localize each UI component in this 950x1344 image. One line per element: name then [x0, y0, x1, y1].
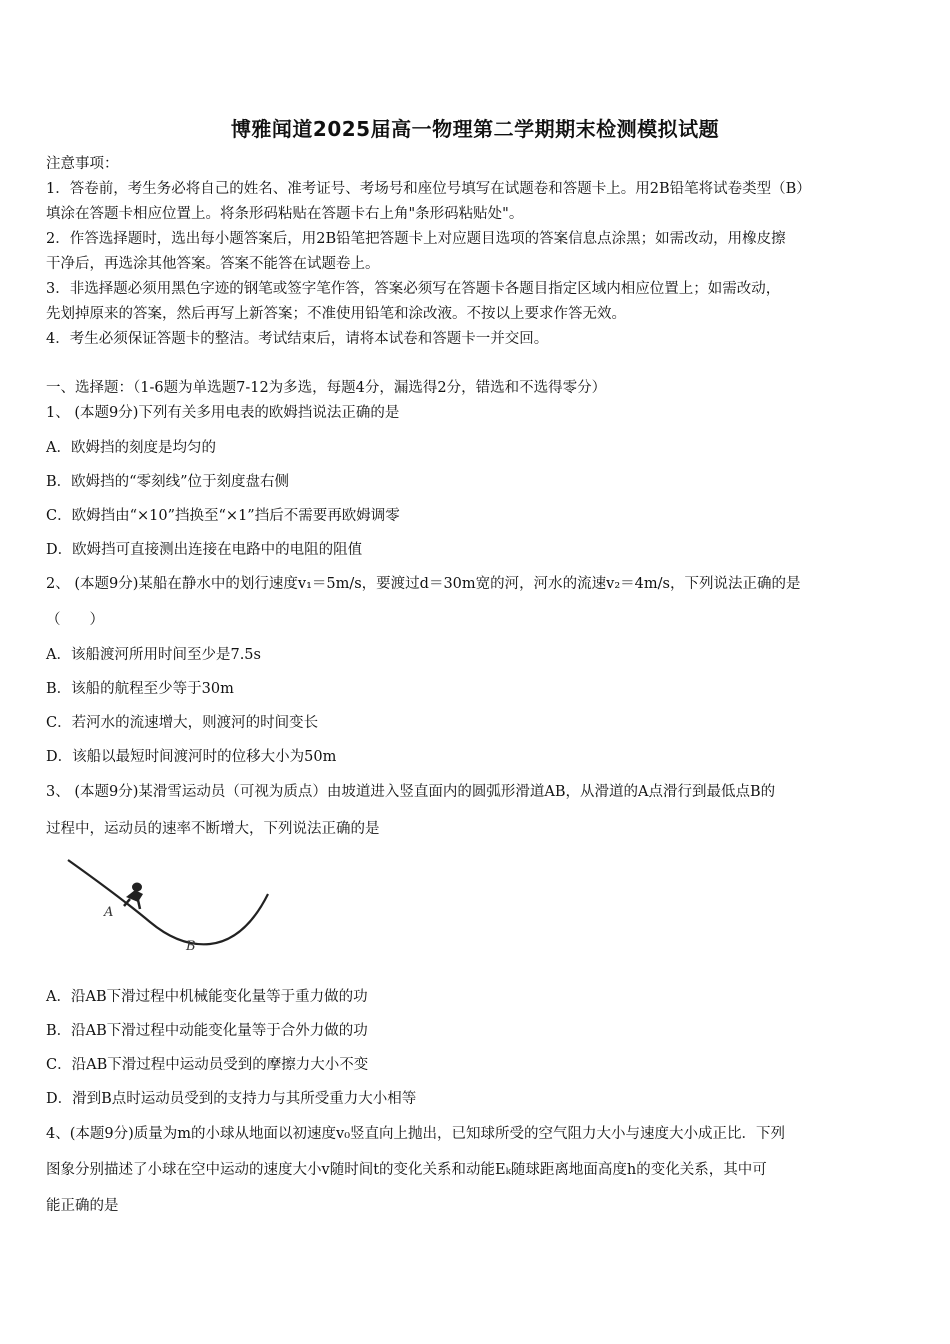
question-stem-cont: 图象分别描述了小球在空中运动的速度大小v随时间t的变化关系和动能Eₖ随球距离地面高度h的变化关系，其中可: [46, 1162, 767, 1178]
question-stem: 3、 (本题9分)某滑雪运动员（可视为质点）由坡道进入竖直面内的圆弧形滑道AB，从滑道的A点滑行到最低点B的: [46, 784, 776, 800]
option-a: A．沿AB下滑过程中机械能变化量等于重力做的功: [46, 989, 368, 1005]
page-title: 博雅闻道2025届高一物理第二学期期末检测模拟试题: [230, 117, 720, 141]
option-b: B．欧姆挡的“零刻线”位于刻度盘右侧: [46, 474, 289, 490]
option-d: D．欧姆挡可直接测出连接在电路中的电阻的阻值: [46, 542, 363, 558]
ski-track-figure: [60, 852, 280, 962]
option-a: A．欧姆挡的刻度是均匀的: [46, 440, 216, 456]
option-b: B．沿AB下滑过程中动能变化量等于合外力做的功: [46, 1023, 368, 1039]
option-c: C．欧姆挡由“×10”挡换至“×1”挡后不需要再欧姆调零: [46, 508, 400, 524]
section-heading: 一、选择题：（1-6题为单选题7-12为多选，每题4分，漏选得2分，错选和不选得零分）: [46, 380, 607, 396]
question-stem-cont: 过程中，运动员的速率不断增大，下列说法正确的是: [46, 821, 380, 837]
option-c: C．沿AB下滑过程中运动员受到的摩擦力大小不变: [46, 1057, 369, 1073]
notice-line: 2．作答选择题时，选出每小题答案后，用2B铅笔把答题卡上对应题目选项的答案信息点涂黑；如需改动，用橡皮擦: [46, 231, 786, 247]
notice-line: 4．考生必须保证答题卡的整洁。考试结束后，请将本试卷和答题卡一并交回。: [46, 331, 549, 347]
question-stem-cont: 能正确的是: [46, 1198, 119, 1214]
notice-heading: 注意事项：: [46, 156, 119, 172]
notice-line: 3．非选择题必须用黑色字迹的钢笔或签字笔作答，答案必须写在答题卡各题目指定区域内相应位置上；如需改动，: [46, 281, 781, 297]
option-c: C．若河水的流速增大，则渡河的时间变长: [46, 715, 319, 731]
label-b: B: [186, 939, 196, 954]
notice-line: 1．答卷前，考生务必将自己的姓名、准考证号、考场号和座位号填写在试题卷和答题卡上。用2B铅笔将试卷类型（B）: [46, 181, 811, 197]
notice-line: 填涂在答题卡相应位置上。将条形码粘贴在答题卡右上角"条形码粘贴处"。: [46, 206, 524, 222]
arc-track: [68, 860, 268, 944]
question-stem: 2、 (本题9分)某船在静水中的划行速度v₁＝5m/s，要渡过d＝30m宽的河，河水的流速v₂＝4m/s，下列说法正确的是: [46, 576, 801, 592]
notice-line: 干净后，再选涂其他答案。答案不能答在试题卷上。: [46, 256, 380, 272]
question-stem: 1、 (本题9分)下列有关多用电表的欧姆挡说法正确的是: [46, 405, 400, 421]
option-a: A．该船渡河所用时间至少是7.5s: [46, 647, 261, 663]
skier-icon: [124, 883, 143, 910]
option-b: B．该船的航程至少等于30m: [46, 681, 234, 697]
option-d: D．滑到B点时运动员受到的支持力与其所受重力大小相等: [46, 1091, 417, 1107]
option-d: D．该船以最短时间渡河时的位移大小为50m: [46, 749, 337, 765]
question-stem-cont: （ ）: [46, 612, 104, 628]
label-a: A: [104, 905, 114, 920]
question-stem: 4、(本题9分)质量为m的小球从地面以初速度v₀竖直向上抛出，已知球所受的空气阻力大小与速度大小成正比．下列: [46, 1126, 786, 1142]
notice-line: 先划掉原来的答案，然后再写上新答案；不准使用铅笔和涂改液。不按以上要求作答无效。: [46, 306, 626, 322]
